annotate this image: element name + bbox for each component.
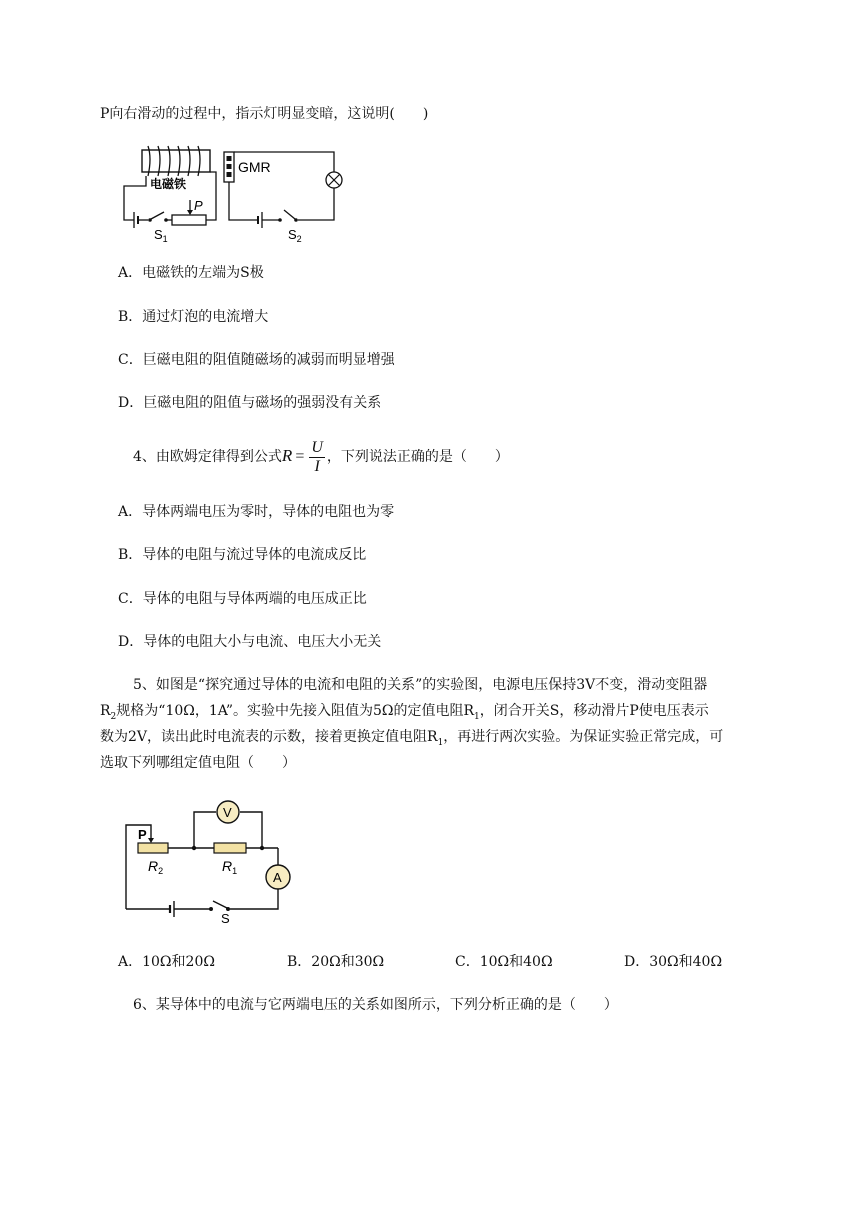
q4-option-d: D．导体的电阻大小与电流、电压大小无关 <box>118 634 382 650</box>
q3-circuit-diagram <box>112 140 344 242</box>
q4-option-c: C．导体的电阻与导体两端的电压成正比 <box>118 591 367 607</box>
switch-s2-label: $S_2$ <box>288 227 302 242</box>
gmr-label: GMR <box>238 159 271 175</box>
q5-option-b: B．20Ω和30Ω <box>287 954 385 970</box>
q3-option-c: C．巨磁电阻的阻值随磁场的减弱而明显增强 <box>118 352 395 368</box>
electromagnet-label: 电磁铁 <box>150 177 187 191</box>
q4-stem <box>133 436 509 477</box>
switch-s1-label: $S_1$ <box>154 227 168 242</box>
q5-stem-line-4: 选取下列哪组定值电阻（ ） <box>100 755 296 771</box>
q5-slider-p-label: P <box>138 827 147 842</box>
q4-option-a: A．导体两端电压为零时，导体的电阻也为零 <box>118 504 395 520</box>
q5-stem-line-1: 5、如图是“探究通过导体的电流和电阻的关系”的实验图，电源电压保持3V不变，滑动变阻器 <box>133 677 708 693</box>
q5-option-d: D．30Ω和40Ω <box>624 954 723 970</box>
q6-stem: 6、某导体中的电流与它两端电压的关系如图所示，下列分析正确的是（ ） <box>133 997 618 1013</box>
q4-option-b: B．导体的电阻与流过导体的电流成反比 <box>118 547 367 563</box>
q4-formula-lhs: R <box>281 446 293 465</box>
ammeter-label: A <box>273 870 282 885</box>
q3-stem: P向右滑动的过程中，指示灯明显变暗，这说明( ) <box>100 106 429 122</box>
q4-formula-denominator: I <box>314 457 320 475</box>
q5-circuit-diagram <box>118 797 298 925</box>
q3-option-a: A．电磁铁的左端为S极 <box>118 265 264 281</box>
slider-p-label: P <box>194 198 203 213</box>
q5-option-c: C．10Ω和40Ω <box>455 954 553 970</box>
q4-formula-fraction <box>309 439 325 476</box>
r1-label: $R_1$ <box>222 858 238 876</box>
q4-formula-numerator: U <box>311 438 323 456</box>
r2-label: $R_2$ <box>148 858 164 876</box>
voltmeter-label: V <box>223 805 232 820</box>
q3-option-b: B．通过灯泡的电流增大 <box>118 309 269 325</box>
q5-stem-line-2: $R_2$规格为“10Ω，1A”。实验中先接入阻值为5Ω的定值电阻$R_1$，闭合开关S，移动滑片P使电压表示 <box>100 703 709 722</box>
q4-stem-before: 4、由欧姆定律得到公式 <box>133 449 282 465</box>
q5-switch-label: S <box>221 911 230 925</box>
q4-formula-eq: = <box>295 448 305 465</box>
q3-option-d: D．巨磁电阻的阻值与磁场的强弱没有关系 <box>118 395 382 411</box>
q4-stem-after: ，下列说法正确的是（ ） <box>326 449 509 465</box>
q5-option-a: A．10Ω和20Ω <box>118 954 215 970</box>
q5-stem-line-3: 数为2V，读出此时电流表的示数，接着更换定值电阻$R_1$，再进行两次实验。为保证实验正常完成，可 <box>100 729 724 748</box>
